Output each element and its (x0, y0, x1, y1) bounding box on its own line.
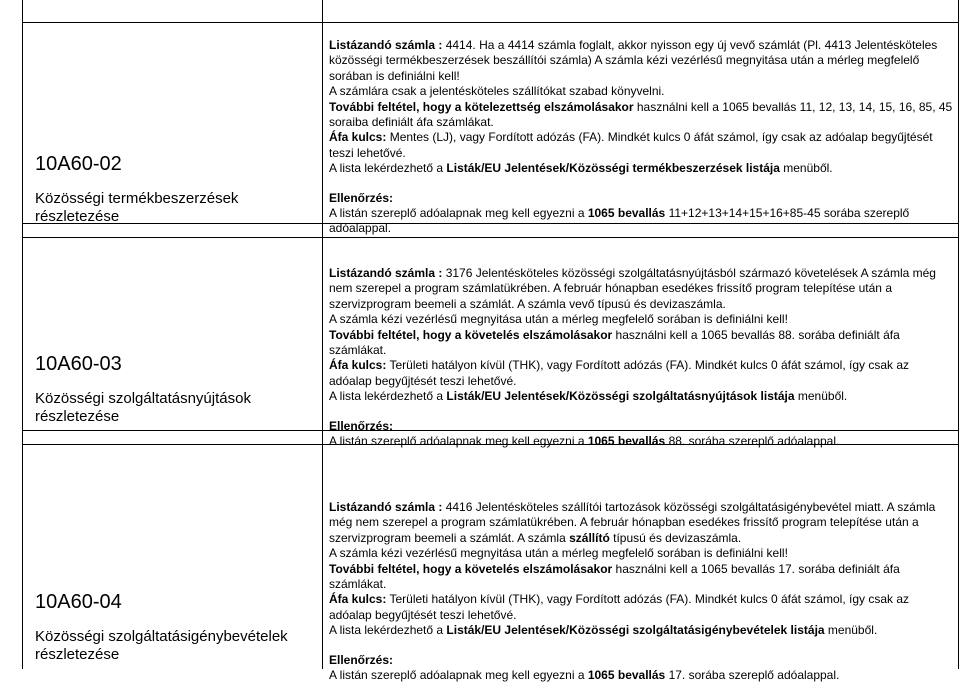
condition-paragraph: További feltétel, hogy a követelés elszámolásakor használni kell a 1065 bevallás 17. sorába definiált áfa számlákat. (329, 561, 900, 592)
menu-paragraph: A lista lekérdezhető a Listák/EU Jelentések/Közösségi szolgáltatásigénybevételek listája menüből. (329, 623, 878, 638)
table-border-right (958, 0, 959, 669)
condition-paragraph: További feltétel, hogy a követelés elszámolásakor használni kell a 1065 bevallás 88. sorába definiált áfa számlákat. (329, 327, 900, 358)
row-description (329, 266, 955, 449)
section-code: 10A60-02 (35, 153, 122, 175)
section-code: 10A60-03 (35, 353, 122, 375)
listed-account-paragraph: Listázandó számla : 3176 Jelentésköteles közösségi szolgáltatásnyújtásból származó követelések A számla még nem szerepel a program számlatükrében. A február hónapban esedékes frissítő program telepítése után a szervizprogram beemeli a számlát. A számla vevő típusú és devizaszámla. (329, 266, 936, 311)
check-paragraph: A listán szereplő adóalapnak meg kell egyezni a 1065 bevallás 11+12+13+14+15+16+85-45 sorába szereplő adóalappal. (329, 206, 910, 236)
info-paragraph: A számla kézi vezérlésű megnyitása után a mérleg megfelelő sorában is definiálni kell! (329, 312, 788, 327)
listed-account-paragraph: Listázandó számla : 4416 Jelentésköteles szállítói tartozások közösségi szolgáltatásigénybevétel miatt. A számla még nem szerepel a program számlatükrében. A február hónapban esedékes frissítő program telepítése után a szervizprogram beemeli a számlát. A számla szállító típusú és devizaszámla. (329, 500, 936, 545)
condition-paragraph: További feltétel, hogy a kötelezettség elszámolásakor használni kell a 1065 bevallás 11, 12, 13, 14, 15, 16, 85, 45 soraiba definiált áfa számlákat. (329, 99, 953, 130)
table-border-middle (322, 0, 323, 669)
vat-key-paragraph: Áfa kulcs: Területi hatályon kívül (THK), vagy Fordított adózás (FA). Mindkét kulcs 0 áfát számol, így csak az adóalap begyűjtését teszi lehetővé. (329, 592, 910, 622)
row-divider-2 (22, 237, 959, 238)
menu-paragraph: A lista lekérdezhető a Listák/EU Jelentések/Közösségi termékbeszerzések listája menüből. (329, 161, 833, 176)
section-code: 10A60-04 (35, 591, 122, 613)
section-title: Közösségi szolgáltatásigénybevételek részletezése (35, 628, 288, 663)
row-heading (35, 152, 315, 226)
row-description (329, 500, 955, 683)
menu-paragraph: A lista lekérdezhető a Listák/EU Jelentések/Közösségi szolgáltatásnyújtások listája menüből. (329, 389, 848, 404)
row-heading (35, 352, 315, 426)
row-description (329, 38, 955, 237)
check-paragraph: A listán szereplő adóalapnak meg kell egyezni a 1065 bevallás 88. sorába szereplő adóalappal. (329, 434, 840, 449)
listed-account-paragraph: Listázandó számla : 4414. Ha a 4414 számla foglalt, akkor nyisson egy új vevő számlát (Pl. 4413 Jelentésköteles közösségi termékbeszerzések beszállítói számla) A számla kézi vezérlésű megnyitása után a mérleg megfelelő sorában is definiálni kell! (329, 38, 938, 83)
section-title: Közösségi szolgáltatásnyújtások részletezése (35, 390, 251, 425)
row-heading (35, 590, 315, 664)
vat-key-paragraph: Áfa kulcs: Mentes (LJ), vagy Fordított adózás (FA). Mindkét kulcs 0 áfát számol, így csak az adóalap begyűjtését teszi lehetővé. (329, 130, 933, 160)
info-paragraph: A számla kézi vezérlésű megnyitása után a mérleg megfelelő sorában is definiálni kell! (329, 546, 788, 561)
check-label: Ellenőrzés: (329, 652, 394, 667)
table-border-left (22, 0, 23, 669)
table-border-top (22, 22, 959, 23)
section-title: Közösségi termékbeszerzések részletezése (35, 190, 239, 225)
vat-key-paragraph: Áfa kulcs: Területi hatályon kívül (THK), vagy Fordított adózás (FA). Mindkét kulcs 0 áfát számol, így csak az adóalap begyűjtését teszi lehetővé. (329, 358, 910, 388)
info-paragraph: A számlára csak a jelentésköteles szállítókat szabad könyvelni. (329, 84, 665, 99)
check-paragraph: A listán szereplő adóalapnak meg kell egyezni a 1065 bevallás 17. sorába szereplő adóalappal. (329, 668, 840, 683)
check-label: Ellenőrzés: (329, 418, 394, 433)
check-label: Ellenőrzés: (329, 190, 394, 205)
